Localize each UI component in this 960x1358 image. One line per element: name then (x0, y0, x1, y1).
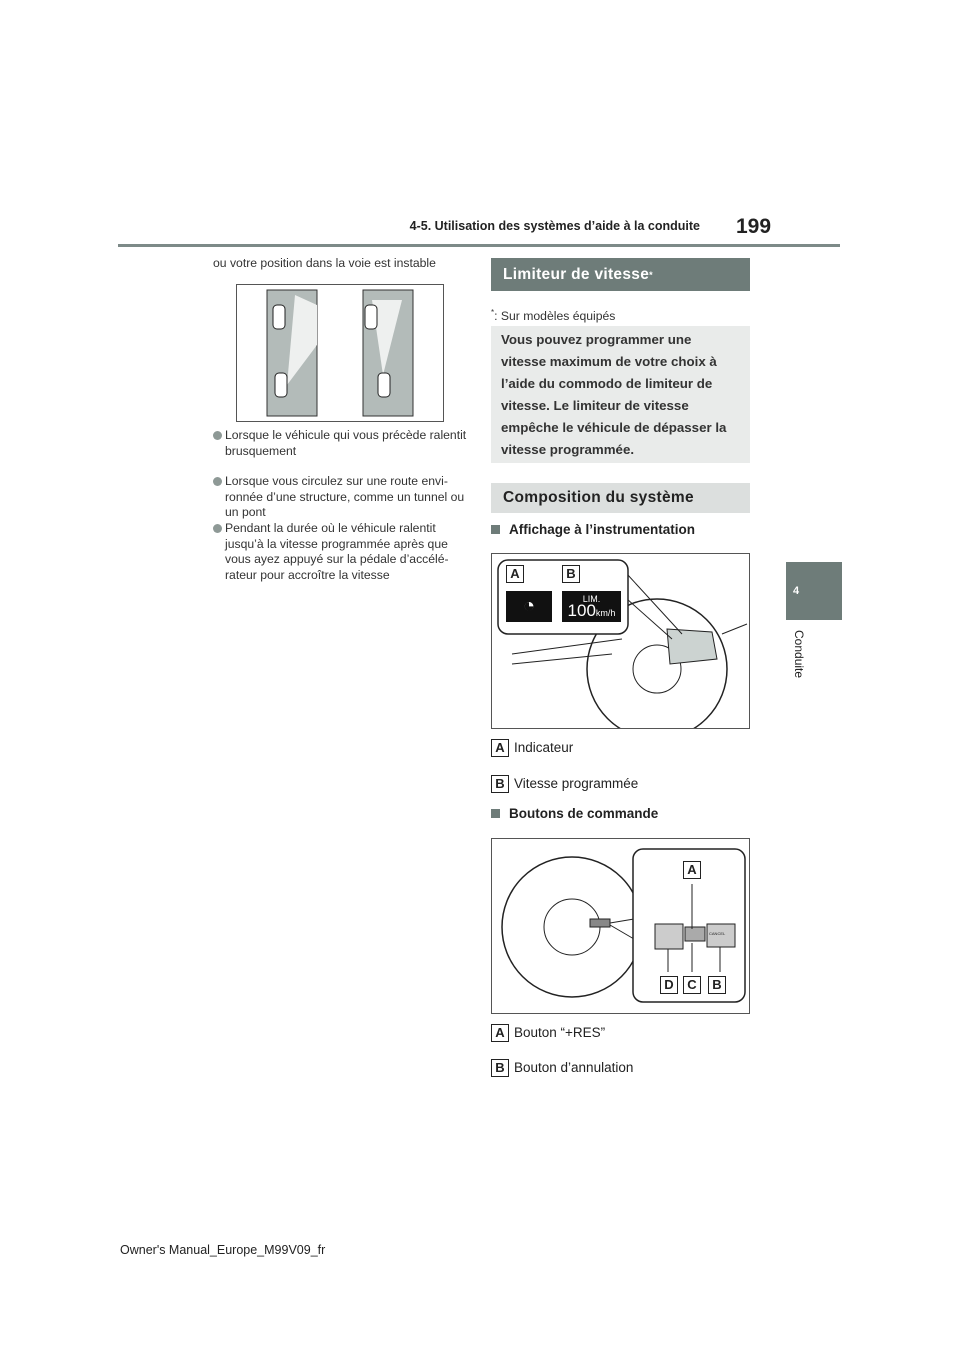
footer: Owner's Manual_Europe_M99V09_fr (120, 1243, 326, 1257)
legend-item (491, 1024, 605, 1042)
title-asterisk: * (649, 269, 653, 280)
bullet-item: Lorsque vous circulez sur une route envi-ronnée d’une structure, comme un tunnel ou un pont (213, 474, 475, 521)
legend-text: Vitesse programmée (514, 776, 639, 791)
set-speed-display (562, 591, 621, 622)
label-a: A (683, 861, 701, 879)
bullet-item: Lorsque le véhicule qui vous précède ralentit brusquement (213, 428, 475, 459)
lim-text: LIM. (582, 594, 601, 604)
legend-key: B (491, 775, 509, 793)
title-text: Limiteur de vitesse (503, 265, 650, 283)
radar-illustration (236, 284, 444, 422)
legend-item (491, 775, 638, 793)
bullet-item: Pendant la durée où le véhicule ralentit jusqu’à la vitesse programmée après que vous ayez appuyé sur la pédale d’accélé-rateur pour accroître la vitesse (213, 521, 475, 583)
legend-text: Bouton “+RES” (514, 1025, 606, 1040)
speed-unit: km/h (595, 608, 616, 618)
speed-limiter-indicator-icon: ◔ (506, 591, 552, 622)
legend-item (491, 739, 573, 757)
legend-key: A (491, 1024, 509, 1042)
legend-key: B (491, 1059, 509, 1077)
label-c: C (683, 976, 701, 994)
label-a: A (506, 565, 524, 583)
section-header: 4-5. Utilisation des systèmes d’aide à la conduite (409, 219, 700, 233)
legend-key: A (491, 739, 509, 757)
footnote-mark: * (491, 308, 495, 317)
heading-display: Affichage à l’instrumentation (491, 522, 695, 537)
title-bar (491, 258, 750, 291)
legend-text: Bouton d’annulation (514, 1060, 634, 1075)
label-b: B (708, 976, 726, 994)
intro-text: ou votre position dans la voie est instable (213, 256, 436, 270)
speed-value: 100 (567, 601, 596, 620)
chapter-number: 4 (793, 585, 800, 597)
footnote: : Sur modèles équipés (494, 309, 616, 324)
section-bar: Composition du système (491, 483, 750, 513)
chapter-tab[interactable] (786, 562, 842, 620)
chapter-label: Conduite (792, 630, 806, 679)
page-number: 199 (736, 215, 772, 238)
legend-item (491, 1059, 633, 1077)
buttons-illustration (491, 838, 750, 1014)
header-rule (118, 244, 840, 247)
label-d: D (660, 976, 678, 994)
cancel-text: CANCEL (709, 931, 726, 936)
legend-text: Indicateur (514, 740, 574, 755)
display-illustration (491, 553, 750, 729)
heading-buttons: Boutons de commande (491, 806, 658, 821)
summary-box: Vous pouvez programmer une vitesse maximum de votre choix à l’aide du commodo de limiteur de vitesse. Le limiteur de vitesse empêche le véhicule de dépasser la vitesse programmée. (491, 326, 750, 463)
label-b: B (562, 565, 580, 583)
